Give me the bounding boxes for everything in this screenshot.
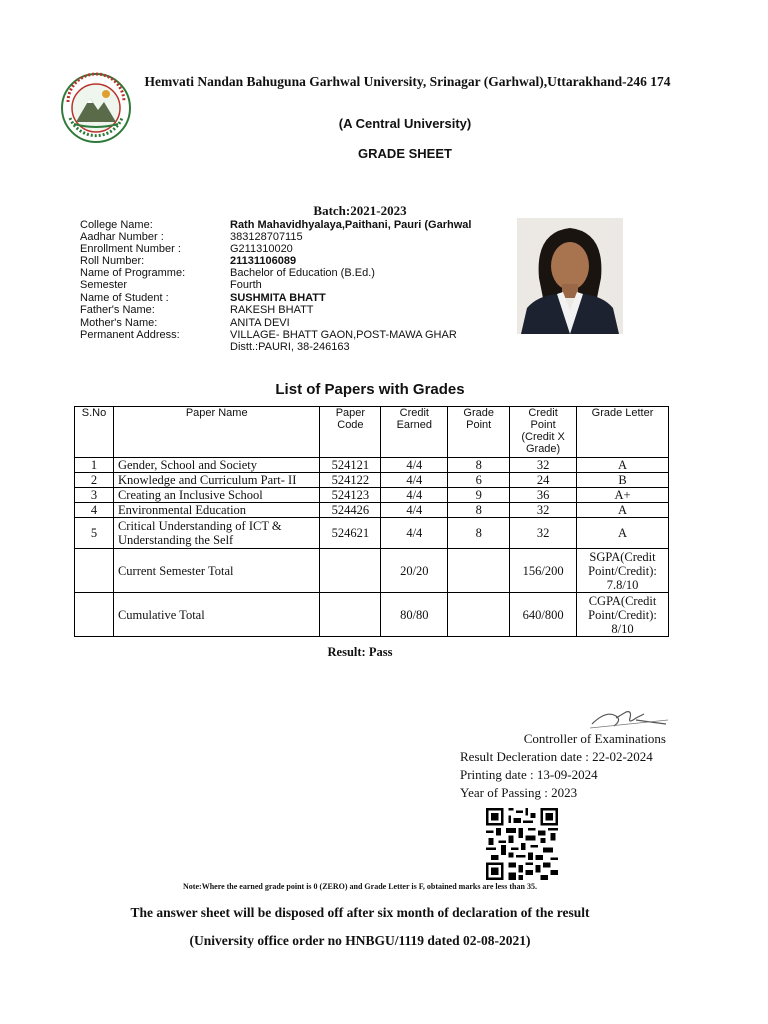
row-paper-code: 524621 [320,518,381,549]
current-sno [75,549,114,593]
row-sno: 2 [75,473,114,488]
row-grade-point: 9 [448,488,510,503]
row-grade-letter: A [577,503,669,518]
current-code [320,549,381,593]
papers-title: List of Papers with Grades [275,381,465,398]
current-credit: 20/20 [381,549,448,593]
row-credit: 4/4 [381,473,448,488]
cumulative-credit: 80/80 [381,593,448,637]
qr-code-icon [486,808,558,880]
student-name-value: SUSHMITA BHATT [230,292,326,304]
header-grade-letter: Grade Letter [577,407,669,458]
row-grade-letter: A+ [577,488,669,503]
cgpa-cell: CGPA(Credit Point/Credit): 8/10 [577,593,669,637]
row-paper-code: 524122 [320,473,381,488]
row-sno: 1 [75,458,114,473]
row-paper-name: Knowledge and Curriculum Part- II [113,473,319,488]
declaration-date: Result Decleration date : 22-02-2024 [460,749,653,764]
row-sno: 4 [75,503,114,518]
row-grade-point: 8 [448,518,510,549]
row-sno: 3 [75,488,114,503]
row-grade-letter: A [577,458,669,473]
enrollment-value: G211310020 [230,243,293,255]
semester-value: Fourth [230,279,262,291]
table-row [75,503,669,518]
batch-label: Batch:2021-2023 [313,203,407,218]
mother-value: ANITA DEVI [230,317,290,329]
row-paper-code: 524123 [320,488,381,503]
signature-icon [586,706,670,732]
grade-sheet-title: GRADE SHEET [358,146,452,161]
header-paper-name: Paper Name [113,407,319,458]
row-paper-name: Creating an Inclusive School [113,488,319,503]
university-name: Hemvati Nandan Bahuguna Garhwal University, Srinagar (Garhwal),Uttarakhand-246 174 [144,74,671,89]
enrollment-label: Enrollment Number : [80,243,181,255]
father-label: Father's Name: [80,304,155,316]
central-university-label: (A Central University) [338,116,472,131]
row-paper-name: Environmental Education [113,503,319,518]
student-photo [517,218,623,334]
row-grade-point: 8 [448,503,510,518]
aadhar-value: 383128707115 [230,231,303,243]
college-value: Rath Mahavidhyalaya,Paithani, Pauri (Garhwal [230,219,472,231]
row-grade-point: 6 [448,473,510,488]
row-credit-point: 36 [510,488,577,503]
controller-label: Controller of Examinations [523,731,666,746]
row-sno: 5 [75,518,114,549]
current-semester-row [75,549,669,593]
row-credit: 4/4 [381,518,448,549]
year-of-passing: Year of Passing : 2023 [460,785,578,800]
cumulative-code [320,593,381,637]
programme-label: Name of Programme: [80,267,186,279]
cumulative-gp [448,593,510,637]
row-grade-letter: B [577,473,669,488]
row-credit: 4/4 [381,458,448,473]
header-sno: S.No [75,407,114,458]
current-label: Current Semester Total [113,549,319,593]
address-value-line2: Distt.:PAURI, 38-246163 [230,341,350,353]
printing-date: Printing date : 13-09-2024 [460,767,598,782]
disposal-notice: The answer sheet will be disposed off after six month of declaration of the result [130,905,590,920]
semester-label: Semester [80,279,128,291]
row-credit: 4/4 [381,503,448,518]
father-value: RAKESH BHATT [230,304,314,316]
address-label: Permanent Address: [80,329,180,341]
cumulative-row [75,593,669,637]
table-row [75,518,669,549]
header-credit-point: Credit Point (Credit X Grade) [510,407,577,458]
programme-value: Bachelor of Education (B.Ed.) [230,267,375,279]
row-paper-name: Critical Understanding of ICT & Understanding the Self [113,518,319,549]
roll-label: Roll Number: [80,255,145,267]
table-header-row [75,407,669,458]
header-paper-code: Paper Code [320,407,381,458]
row-credit-point: 24 [510,473,577,488]
result-label: Result: Pass [327,645,393,659]
table-row [75,488,669,503]
row-paper-name: Gender, School and Society [113,458,319,473]
grades-table [74,406,669,637]
aadhar-label: Aadhar Number : [80,231,164,243]
roll-value: 21131106089 [230,255,297,267]
college-label: College Name: [80,219,153,231]
row-paper-code: 524121 [320,458,381,473]
header-credit-earned: Credit Earned [381,407,448,458]
row-credit-point: 32 [510,458,577,473]
row-credit-point: 32 [510,518,577,549]
current-cp: 156/200 [510,549,577,593]
university-logo-icon [60,72,132,144]
grade-note: Note:Where the earned grade point is 0 (ZERO) and Grade Letter is F, obtained marks are less than 35. [183,882,537,891]
row-paper-code: 524426 [320,503,381,518]
office-order: (University office order no HNBGU/1119 dated 02-08-2021) [189,933,531,948]
mother-label: Mother's Name: [80,317,158,329]
address-value-line1: VILLAGE- BHATT GAON,POST-MAWA GHAR [230,329,457,341]
row-grade-point: 8 [448,458,510,473]
student-name-label: Name of Student : [80,292,169,304]
header-grade-point: Grade Point [448,407,510,458]
table-row [75,458,669,473]
cumulative-sno [75,593,114,637]
row-credit: 4/4 [381,488,448,503]
row-credit-point: 32 [510,503,577,518]
cumulative-label: Cumulative Total [113,593,319,637]
table-row [75,473,669,488]
row-grade-letter: A [577,518,669,549]
sgpa-cell: SGPA(Credit Point/Credit): 7.8/10 [577,549,669,593]
current-gp [448,549,510,593]
cumulative-cp: 640/800 [510,593,577,637]
